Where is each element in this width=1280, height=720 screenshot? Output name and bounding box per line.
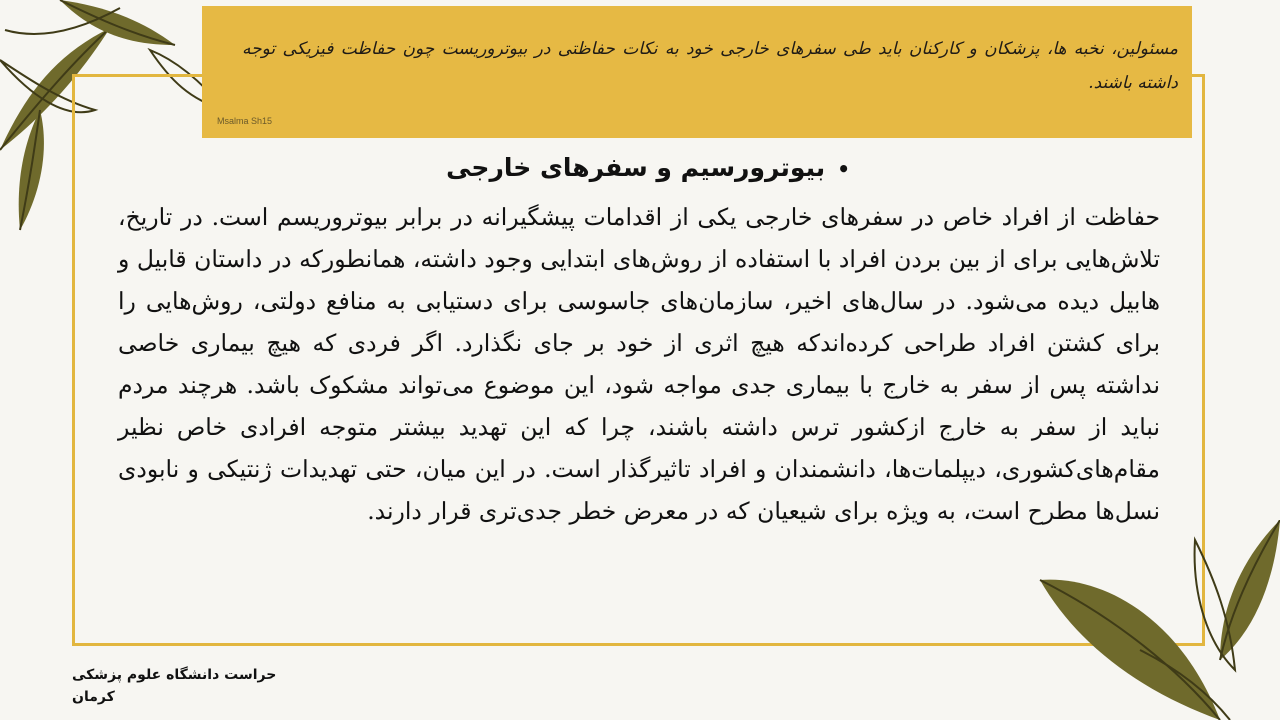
slide-title [300,148,850,188]
leaf-decoration-right [980,520,1280,720]
footer-organization: حراست دانشگاه علوم پزشکی کرمان [72,667,277,705]
quote-banner [202,6,1192,138]
banner-text: مسئولین، نخبه ها، پزشکان و کارکنان باید طی سفرهای خارجی خود به نکات حفاظتی در بیوتروریست چون حفاظت فیزیکی توجه داشته باشند. [242,39,1178,93]
slide-title-text: بیوترورسیم و سفرهای خارجی [446,153,826,182]
slide-body-text: حفاظت از افراد خاص در سفرهای خارجی یکی از اقدامات پیشگیرانه در برابر بیوتروریسم است. در تاریخ، تلاش‌هایی برای از بین بردن افراد با استفاده از روش‌های ابتدایی وجود داشته، همانطورکه در داستان قابیل و هابیل دیده می‌شود. در سال‌های اخیر، سازمان‌های جاسوسی برای دستیابی به منافع دولتی، روش‌هایی را برای کشتن افراد طراحی کرده‌اندکه هیچ اثری از خود بر جای نگذارد. اگر فردی که هیچ بیماری خاصی نداشته پس از سفر به خارج با بیماری جدی مواجه شود، این موضوع می‌تواند مشکوک باشد. هرچند مردم نباید از سفر به خارج ازکشور ترس داشته باشند، چرا که این تهدید بیشتر متوجه افرادی خاص نظیر مقام‌های‌کشوری، دیپلمات‌ها، دانشمندان و افراد تاثیرگذار است. در این میان، حتی تهدیدات ژنتیکی و نابودی نسل‌ها مطرح است، به ویژه برای شیعیان که در معرض خطر جدی‌تری قرار دارند. [118,203,1160,525]
author-watermark: Msalma Sh15 [217,116,273,126]
title-bullet: • [837,157,850,181]
